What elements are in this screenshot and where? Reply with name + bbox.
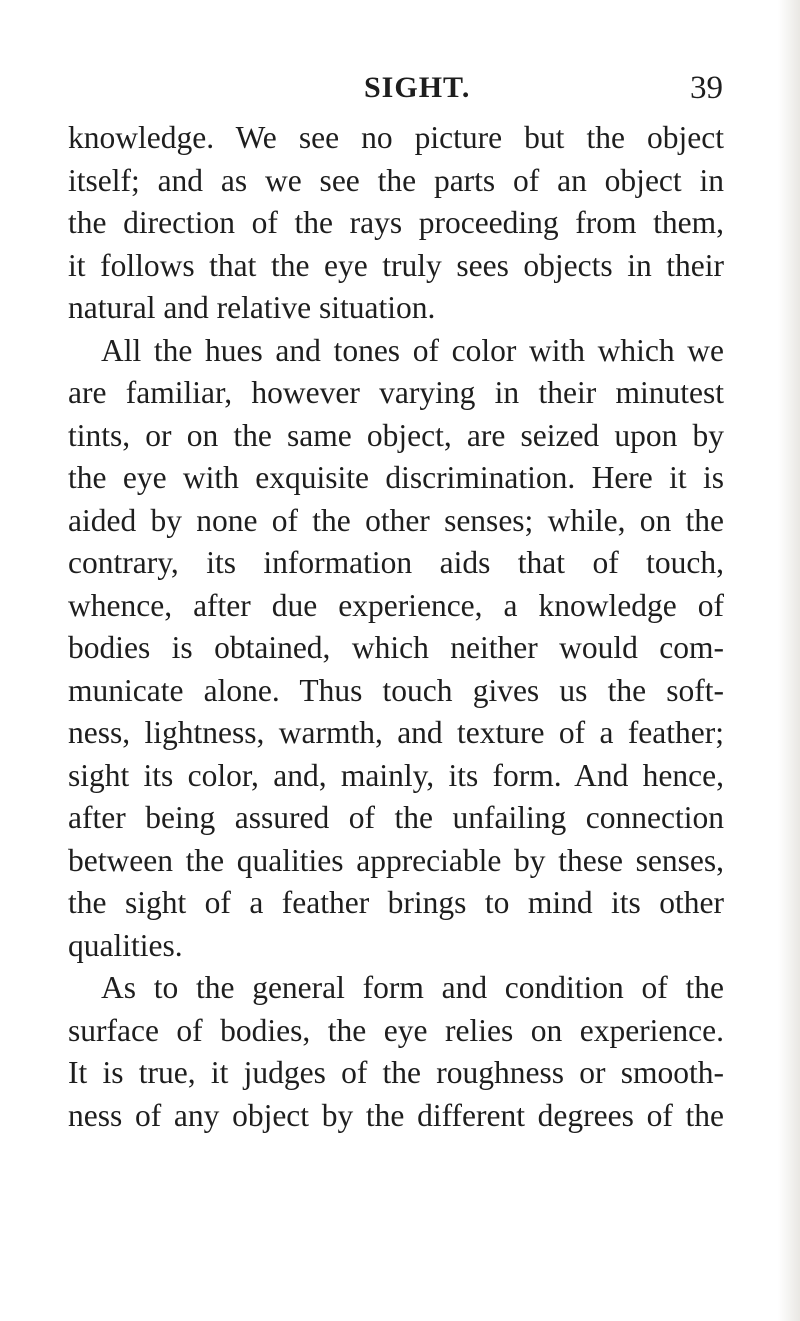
text-line: surface of bodies, the eye relies on experience. [68, 1012, 724, 1048]
text-line: ness of any object by the different degrees of the [68, 1097, 724, 1133]
text-line: natural and relative situation. [68, 290, 436, 325]
text-line: As to the general form and condition of the [101, 970, 724, 1005]
text-line: sight its color, and, mainly, its form. And hence, [68, 757, 724, 793]
page-edge-shading [778, 0, 800, 1321]
text-line: between the qualities appreciable by these senses, [68, 842, 724, 878]
text-line: whence, after due experience, a knowledge of [68, 587, 724, 623]
text-line: are familiar, however varying in their minutest [68, 375, 724, 410]
text-line: the direction of the rays proceeding from them, [68, 205, 724, 240]
text-line: the sight of a feather brings to mind its other [68, 885, 724, 920]
text-line: knowledge. We see no picture but the object [68, 120, 724, 155]
text-line: after being assured of the unfailing connection [68, 800, 724, 835]
text-line: aided by none of the other senses; while, on the [68, 502, 724, 538]
running-title: SIGHT. [364, 71, 471, 104]
text-line: tints, or on the same object, are seized upon by [68, 417, 724, 453]
text-line: All the hues and tones of color with which we [101, 332, 724, 368]
text-line: the eye with exquisite discrimination. Here it is [68, 460, 724, 495]
page-number: 39 [690, 70, 723, 106]
running-head [0, 63, 800, 113]
text-line: it follows that the eye truly sees objects in their [68, 247, 724, 283]
text-line: bodies is obtained, which neither would com- [68, 630, 724, 665]
text-line: ness, lightness, warmth, and texture of a feather; [68, 715, 724, 750]
body-text [68, 117, 724, 1137]
text-line: municate alone. Thus touch gives us the soft- [68, 672, 724, 708]
text-line: qualities. [68, 927, 183, 963]
text-line: itself; and as we see the parts of an object in [68, 162, 724, 198]
text-line: contrary, its information aids that of touch, [68, 545, 724, 580]
text-line: It is true, it judges of the roughness or smooth- [68, 1055, 724, 1090]
